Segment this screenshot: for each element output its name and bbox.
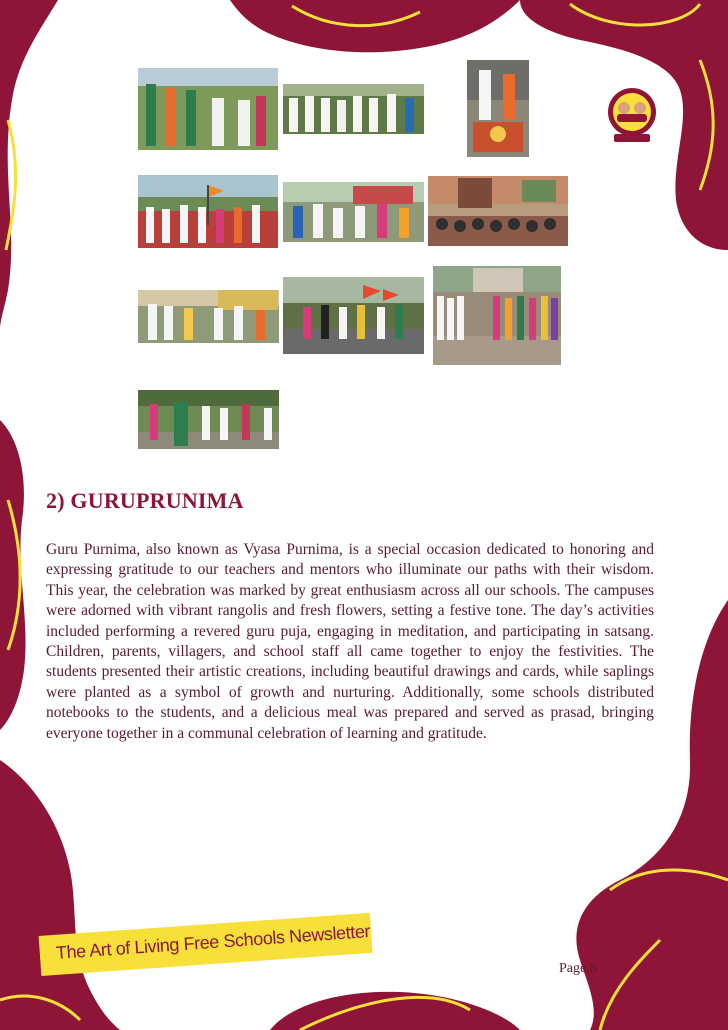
photo-1 — [138, 68, 278, 150]
art-of-living-logo — [604, 86, 660, 148]
newsletter-title: The Art of Living Free Schools Newsletter — [55, 921, 371, 963]
photo-3 — [467, 60, 529, 157]
photo-8 — [283, 277, 424, 354]
photo-10 — [138, 390, 279, 449]
page-number: Page 8 — [559, 961, 597, 976]
photo-2 — [283, 84, 424, 134]
section-heading: 2) GURUPRUNIMA — [46, 488, 244, 513]
photo-7 — [138, 290, 279, 343]
photo-9 — [433, 266, 561, 365]
photo-4 — [138, 175, 278, 248]
section-body-text: Guru Purnima, also known as Vyasa Purnima, is a special occasion dedicated to honoring and expressing gratitude to our teachers and mentors who illuminate our paths with their wisdom. This year, the celebration was marked by great enthusiasm across all our schools. The campuses were adorned with vibrant rangolis and fresh flowers, setting a festive tone. The day’s activities included performing a revered guru puja, engaging in meditation, and participating in satsang. Children, parents, villagers, and school staff all came together to enjoy the festivities. The students presented their artistic creations, including beautiful drawings and cards, while saplings were planted as a symbol of growth and nurturing. Additionally, some schools distributed notebooks to the students, and a delicious meal was prepared and served as prasad, bringing everyone together in a communal celebration of learning and gratitude. — [46, 541, 654, 742]
photo-5 — [283, 182, 424, 242]
photo-6 — [428, 176, 568, 246]
